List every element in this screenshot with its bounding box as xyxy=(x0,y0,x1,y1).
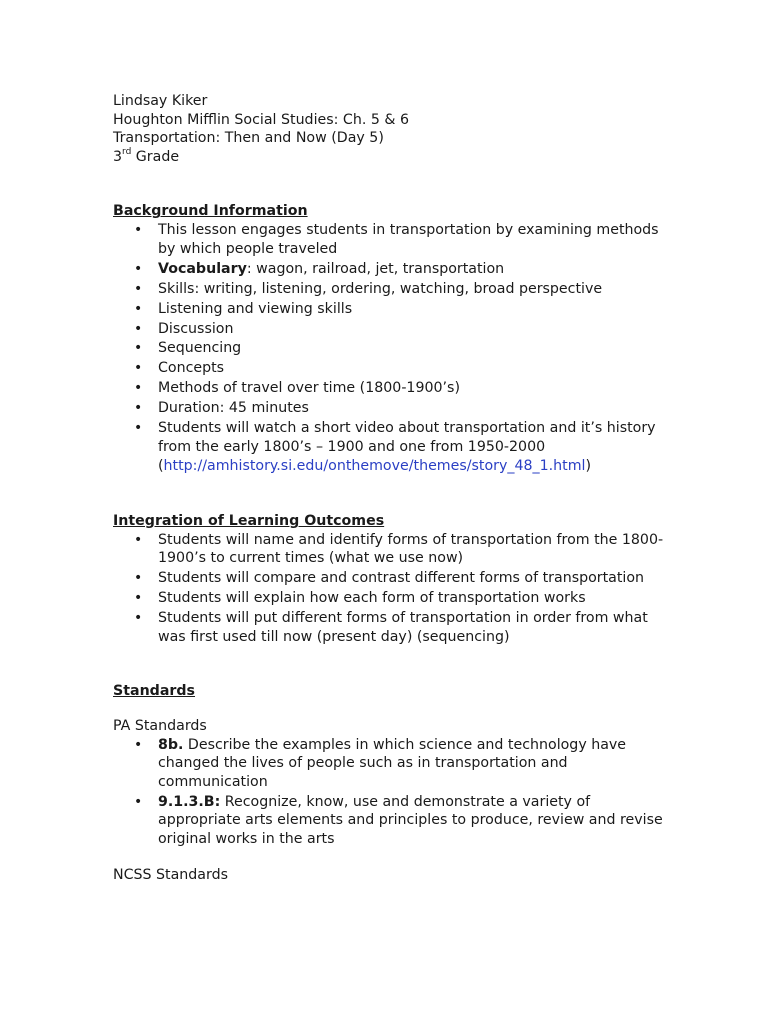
bullet-icon: • xyxy=(134,300,143,317)
list-item: • Students will explain how each form of transportation works xyxy=(134,590,586,607)
list-item: • Students will compare and contrast different forms of transportation xyxy=(134,570,645,587)
bullet-icon: • xyxy=(134,610,143,627)
ncss-standards-label: NCSS Standards xyxy=(113,866,228,883)
list-item: • Vocabulary: wagon, railroad, jet, transportation xyxy=(134,260,505,277)
bullet-icon: • xyxy=(134,340,143,357)
pa-standards-label: PA Standards xyxy=(113,718,207,735)
learning-outcomes-heading: Integration of Learning Outcomes xyxy=(113,513,385,530)
grade-level xyxy=(113,148,668,167)
bullet-icon: • xyxy=(134,531,143,548)
bullet-icon: • xyxy=(134,221,143,238)
list-item: • Skills: writing, listening, ordering, watching, broad perspective xyxy=(134,280,603,297)
list-item: • Concepts xyxy=(134,360,225,377)
list-item: • 8b. Describe the examples in which science and technology have changed the lives of people such as in transportation and communication xyxy=(134,736,627,790)
list-item: • 9.1.3.B: Recognize, know, use and demonstrate a variety of appropriate arts elements and principles to produce, review and revise original works in the arts xyxy=(134,793,663,848)
standard-code: 9.1.3.B: xyxy=(158,793,221,810)
list-item: • Discussion xyxy=(134,320,234,337)
bullet-icon: • xyxy=(134,380,143,397)
list-item: • Students will name and identify forms of transportation from the 1800-1900’s to current times (what we use now) xyxy=(134,531,664,567)
bullet-icon: • xyxy=(134,320,143,337)
list-item: • Students will put different forms of transportation in order from what was first used till now (present day) (sequencing) xyxy=(134,610,648,645)
list-item: • Duration: 45 minutes xyxy=(134,400,309,417)
background-heading: Background Information xyxy=(113,203,308,220)
pa-standards-list xyxy=(113,736,668,849)
bullet-icon: • xyxy=(134,400,143,417)
list-item: • This lesson engages students in transportation by examining methods by which people traveled xyxy=(134,221,659,257)
grade-number: 3 xyxy=(113,148,123,165)
bullet-icon: • xyxy=(134,420,143,437)
course-title: Houghton Mifflin Social Studies: Ch. 5 & 6 xyxy=(113,111,409,128)
vocabulary-label: Vocabulary xyxy=(158,260,247,277)
video-link[interactable]: http://amhistory.si.edu/onthemove/themes/story_48_1.html xyxy=(163,457,586,474)
bullet-icon: • xyxy=(134,793,143,810)
bullet-icon: • xyxy=(134,360,143,377)
grade-suffix: rd xyxy=(122,147,132,158)
grade-word: Grade xyxy=(131,148,180,165)
bullet-icon: • xyxy=(134,260,143,277)
learning-outcomes-list xyxy=(113,531,668,647)
lesson-title: Transportation: Then and Now (Day 5) xyxy=(113,130,384,147)
list-item: • Listening and viewing skills xyxy=(134,300,353,317)
standards-heading: Standards xyxy=(113,682,196,699)
list-item: • Methods of travel over time (1800-1900’s) xyxy=(134,380,460,397)
list-item: • Students will watch a short video about transportation and it’s history from the early 1800’s – 1900 and one from 1950-2000 (http://amhistory.si.edu/onthemove/themes/story_48_1.html) xyxy=(134,420,656,474)
bullet-icon: • xyxy=(134,590,143,607)
standard-code: 8b. xyxy=(158,736,184,753)
author-name: Lindsay Kiker xyxy=(113,93,208,109)
list-item: • Sequencing xyxy=(134,340,242,357)
background-list xyxy=(113,221,668,475)
bullet-icon: • xyxy=(134,280,143,297)
bullet-icon: • xyxy=(134,736,143,753)
bullet-icon: • xyxy=(134,570,143,587)
